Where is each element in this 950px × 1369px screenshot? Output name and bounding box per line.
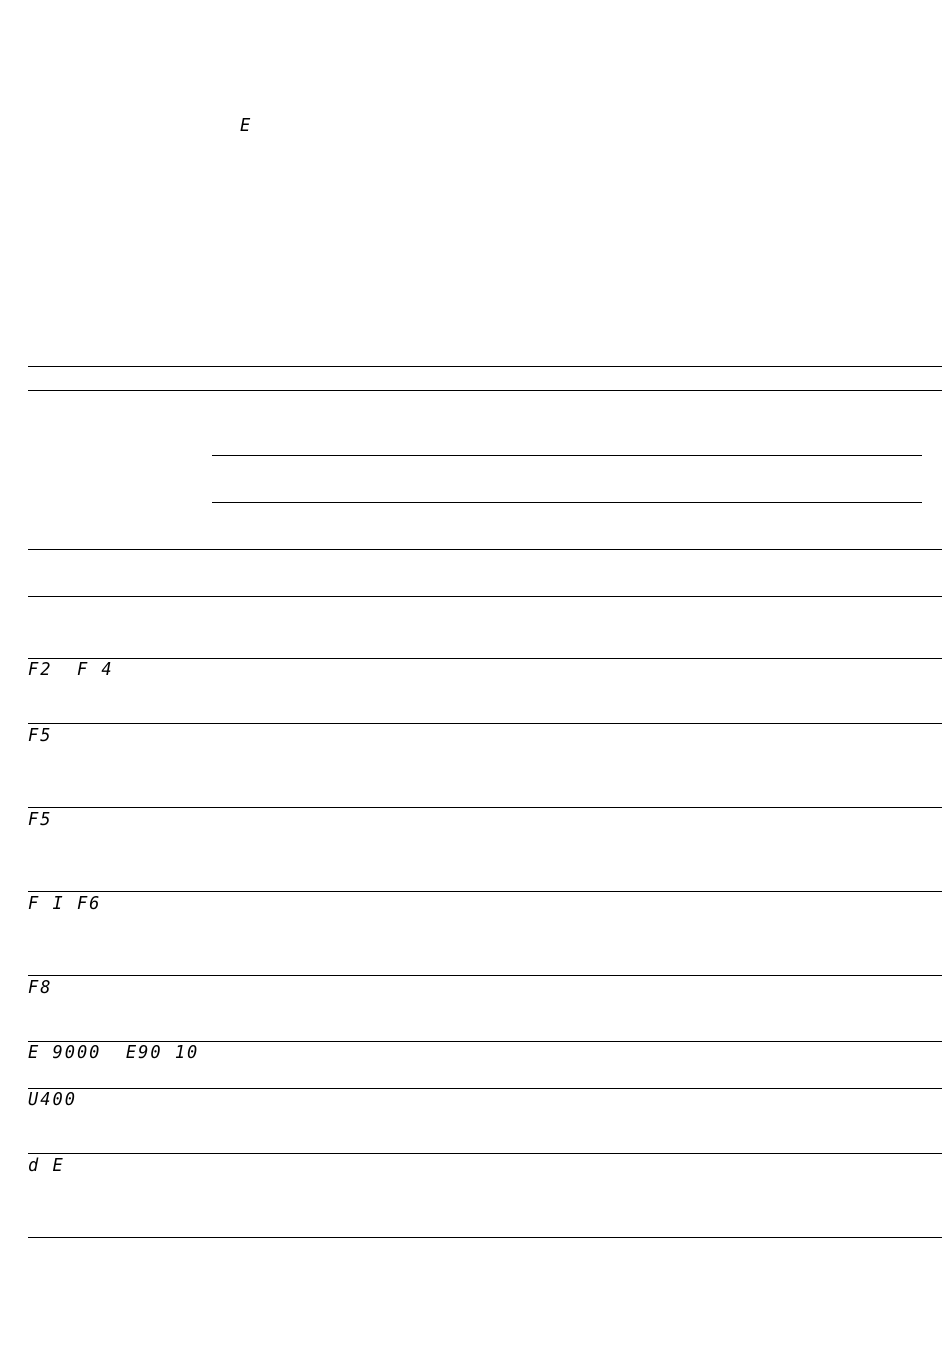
row-rule: [28, 723, 942, 724]
fault-code-cell: U400: [28, 1089, 77, 1111]
table-top-rule: [28, 366, 942, 367]
row-rule: [28, 658, 942, 659]
table-bottom-rule: [28, 1237, 942, 1238]
fault-code-cell: F I F6: [28, 893, 102, 915]
row-rule: [28, 975, 942, 976]
row-rule: [28, 1153, 942, 1154]
row-rule: [28, 596, 942, 597]
fault-code-cell: F2 F 4: [28, 659, 114, 681]
row-rule: [28, 807, 942, 808]
fault-code-cell: E 9000 E90 10: [28, 1042, 200, 1064]
display-symbol-e: E: [240, 115, 253, 137]
header-bottom-rule: [28, 390, 942, 391]
fault-code-cell: d E: [28, 1155, 65, 1177]
row-rule: [28, 549, 942, 550]
row-rule: [28, 891, 942, 892]
fault-code-cell: F5: [28, 725, 53, 747]
fault-code-cell: F5: [28, 809, 53, 831]
row-rule: [28, 1088, 942, 1089]
inner-row-rule: [212, 455, 922, 456]
inner-row-rule: [212, 502, 922, 503]
fault-code-cell: F8: [28, 977, 53, 999]
